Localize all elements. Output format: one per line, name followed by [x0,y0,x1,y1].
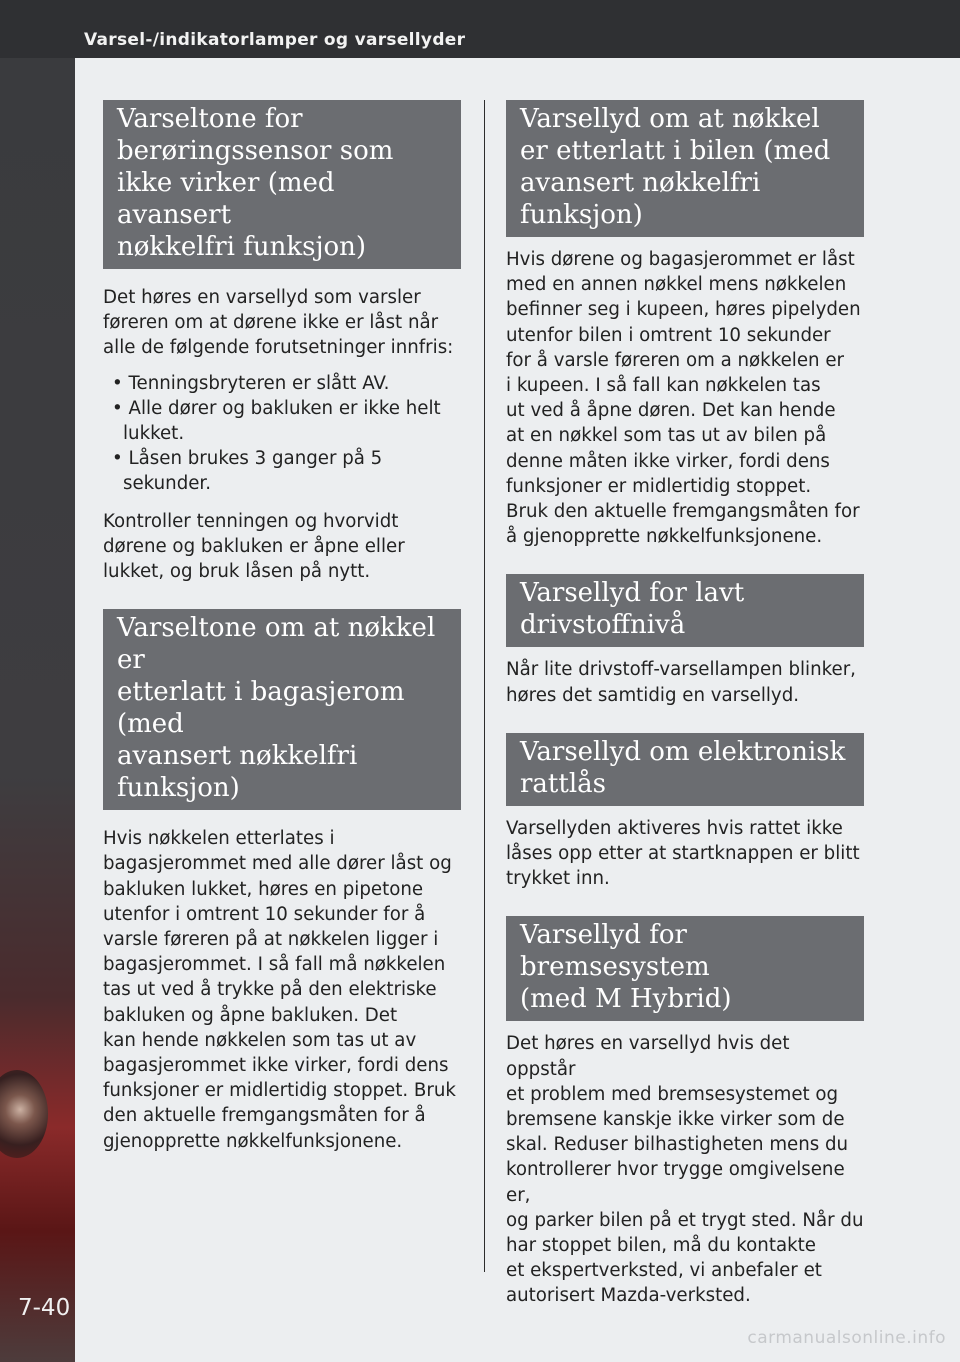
section-heading-steering-lock: Varsellyd om elektronisk rattlås [506,733,864,806]
page-number: 7-40 [18,1295,71,1321]
column-divider [484,100,485,1272]
section-outro-touch-sensor: Kontroller tenningen og hvorvidt dørene og bakluken er åpne eller lukket, og bruk låsen på nytt. [103,510,405,583]
left-column [103,100,461,1154]
section-body-key-in-car: Hvis dørene og bagasjerommet er låst med en annen nøkkel mens nøkkelen befinner seg i kupeen, høres pipelyden utenfor bilen i omtrent 10 sekunder for å varsle føreren om a nøkkelen er i kupeen. I så fall kan nøkkelen tas ut ved å åpne døren. Det kan hende at en nøkkel som tas ut av bilen på denne måten ikke virker, fordi dens funksjoner er midlertidig stoppet. Bruk den aktuelle fremgangsmåten for å gjenopprette nøkkelfunksjonene. [506,249,861,548]
right-column [506,100,864,1309]
headlamp-image [0,1070,48,1158]
section-heading-key-in-trunk: Varseltone om at nøkkel er etterlatt i bagasjerom (med avansert nøkkelfri funksjon) [103,609,461,810]
section-body-brake-system: Det høres en varsellyd hvis det oppstår et problem med bremsesystemet og bremsene kanskje ikke virker som de skal. Reduser bilhastigheten mens du kontrollerer hvor trygge omgivelsene er, og parker bilen på et trygt sted. Når du har stoppet bilen, må du kontakte et ekspertverksted, vi anbefaler et autorisert Mazda-verksted. [506,1033,864,1307]
list-item: • Tenningsbryteren er slått AV. [112,371,461,396]
list-item: • Alle dører og bakluken er ikke helt lukket. [112,396,461,446]
page-header-title: Varsel-/indikatorlamper og varsellyder [84,30,466,50]
page-sidebar [0,58,75,1362]
section-heading-low-fuel: Varsellyd for lavt drivstoffnivå [506,574,864,647]
section-body-steering-lock: Varsellyden aktiveres hvis rattet ikke låses opp etter at startknappen er blitt trykket inn. [506,817,860,890]
section-intro-touch-sensor: Det høres en varsellyd som varsler føreren om at dørene ikke er låst når alle de følgende forutsetninger innfris: [103,287,454,359]
watermark: carmanualsonline.info [747,1328,946,1348]
section-body-low-fuel: Når lite drivstoff-varsellampen blinker, høres det samtidig en varsellyd. [506,659,856,706]
section-heading-brake-system: Varsellyd for bremsesystem (med M Hybrid) [506,916,864,1021]
section-body-key-in-trunk: Hvis nøkkelen etterlates i bagasjerommet med alle dører låst og bakluken lukket, høres en pipetone utenfor i omtrent 10 sekunder for å varsle føreren på at nøkkelen ligger i bagasjerommet. I så fall må nøkkelen tas ut ved å trykke på den elektriske bakluken og åpne bakluken. Det kan hende nøkkelen som tas ut av bagasjerommet ikke virker, fordi dens funksjoner er midlertidig stoppet. Bruk den aktuelle fremgangsmåten for å gjenopprette nøkkelfunksjonene. [103,828,456,1152]
list-item: • Låsen brukes 3 ganger på 5 sekunder. [112,446,461,496]
page-header-bar [0,0,960,58]
section-heading-touch-sensor: Varseltone for berøringssensor som ikke virker (med avansert nøkkelfri funksjon) [103,100,461,269]
section-heading-key-in-car: Varsellyd om at nøkkel er etterlatt i bilen (med avansert nøkkelfri funksjon) [506,100,864,237]
condition-list [103,371,461,497]
